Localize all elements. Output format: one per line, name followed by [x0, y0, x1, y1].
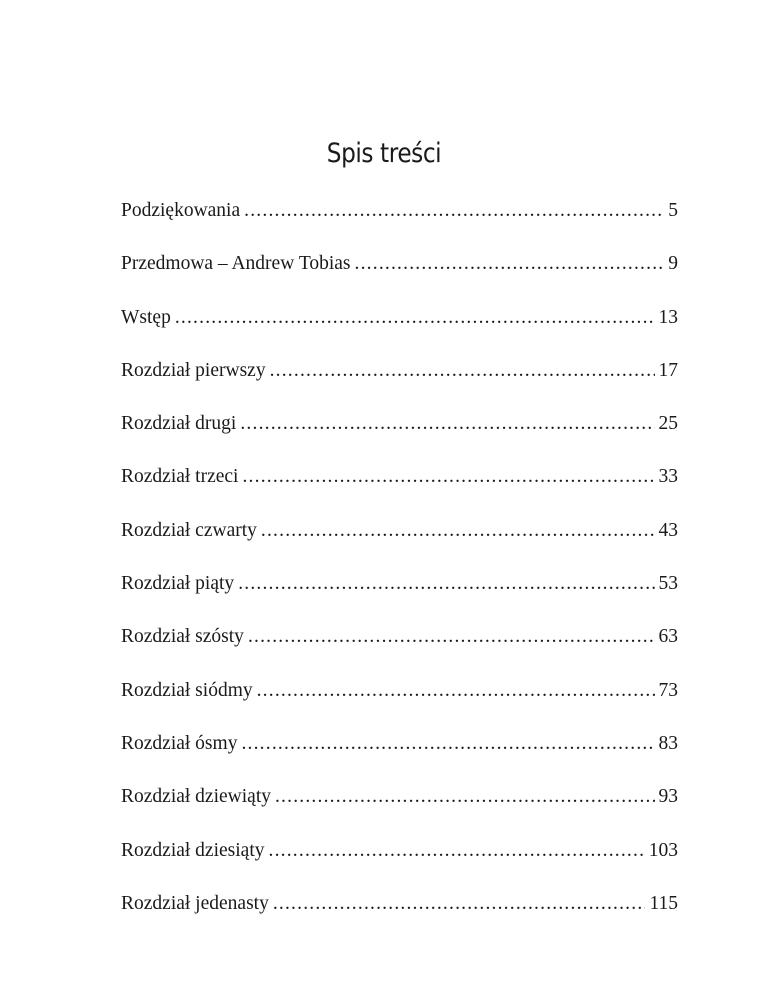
toc-entry-label: Rozdział ósmy: [121, 732, 238, 754]
toc-dot-leader: [261, 518, 655, 544]
toc-entry: [121, 678, 678, 731]
toc-entry-label: Rozdział szósty: [121, 626, 244, 648]
toc-entry-label: Rozdział piąty: [121, 573, 235, 595]
toc-entry-label: Rozdział drugi: [121, 413, 237, 435]
toc-dot-leader: [257, 678, 655, 704]
toc-dot-leader: [240, 411, 654, 437]
toc-dot-leader: [244, 198, 664, 224]
toc-entry-label: Rozdział siódmy: [121, 679, 253, 701]
toc-entry: [121, 358, 678, 411]
toc-entry-page: 73: [658, 679, 678, 701]
toc-dot-leader: [275, 784, 655, 810]
table-of-contents: [121, 198, 678, 944]
toc-entry-label: Rozdział dziesiąty: [121, 839, 265, 861]
toc-entry-label: Podziękowania: [121, 200, 241, 221]
toc-entry: [121, 464, 678, 517]
toc-dot-leader: [238, 571, 654, 597]
page-title: Spis treści: [326, 138, 442, 169]
toc-entry: [121, 251, 678, 304]
toc-dot-leader: [242, 464, 654, 490]
toc-entry: [121, 731, 678, 784]
toc-entry: [121, 838, 678, 891]
toc-entry-page: 43: [658, 519, 678, 541]
toc-entry-label: Rozdział pierwszy: [121, 359, 266, 381]
toc-entry: [121, 891, 678, 944]
toc-entry-page: 103: [648, 839, 678, 861]
toc-dot-leader: [269, 838, 645, 864]
toc-entry: [121, 518, 678, 571]
toc-entry: [121, 305, 678, 358]
toc-entry-page: 63: [658, 626, 678, 648]
toc-entry-label: Wstęp: [121, 306, 171, 328]
toc-dot-leader: [273, 891, 646, 917]
toc-dot-leader: [248, 624, 655, 650]
toc-entry: [121, 411, 678, 464]
toc-entry-page: 83: [658, 732, 678, 754]
toc-dot-leader: [241, 731, 654, 757]
toc-dot-leader: [270, 358, 655, 384]
toc-entry-label: Rozdział jedenasty: [121, 892, 269, 914]
toc-entry: [121, 198, 678, 251]
toc-entry-page: 9: [668, 253, 678, 275]
toc-entry-page: 33: [658, 466, 678, 488]
toc-entry-label: Rozdział czwarty: [121, 519, 257, 541]
toc-entry-page: 53: [658, 573, 678, 595]
toc-entry: [121, 784, 678, 837]
toc-dot-leader: [175, 305, 655, 331]
toc-entry: [121, 624, 678, 677]
toc-dot-leader: [355, 251, 665, 277]
toc-entry: [121, 571, 678, 624]
toc-entry-page: 13: [658, 306, 678, 328]
toc-entry-label: Rozdział dziewiąty: [121, 786, 271, 808]
toc-entry-label: Rozdział trzeci: [121, 466, 239, 488]
toc-entry-page: 115: [649, 892, 678, 914]
toc-entry-page: 25: [658, 413, 678, 435]
toc-entry-page: 17: [658, 359, 678, 381]
toc-entry-page: 5: [668, 200, 678, 221]
toc-entry-page: 93: [658, 786, 678, 808]
toc-entry-label: Przedmowa – Andrew Tobias: [121, 253, 351, 275]
